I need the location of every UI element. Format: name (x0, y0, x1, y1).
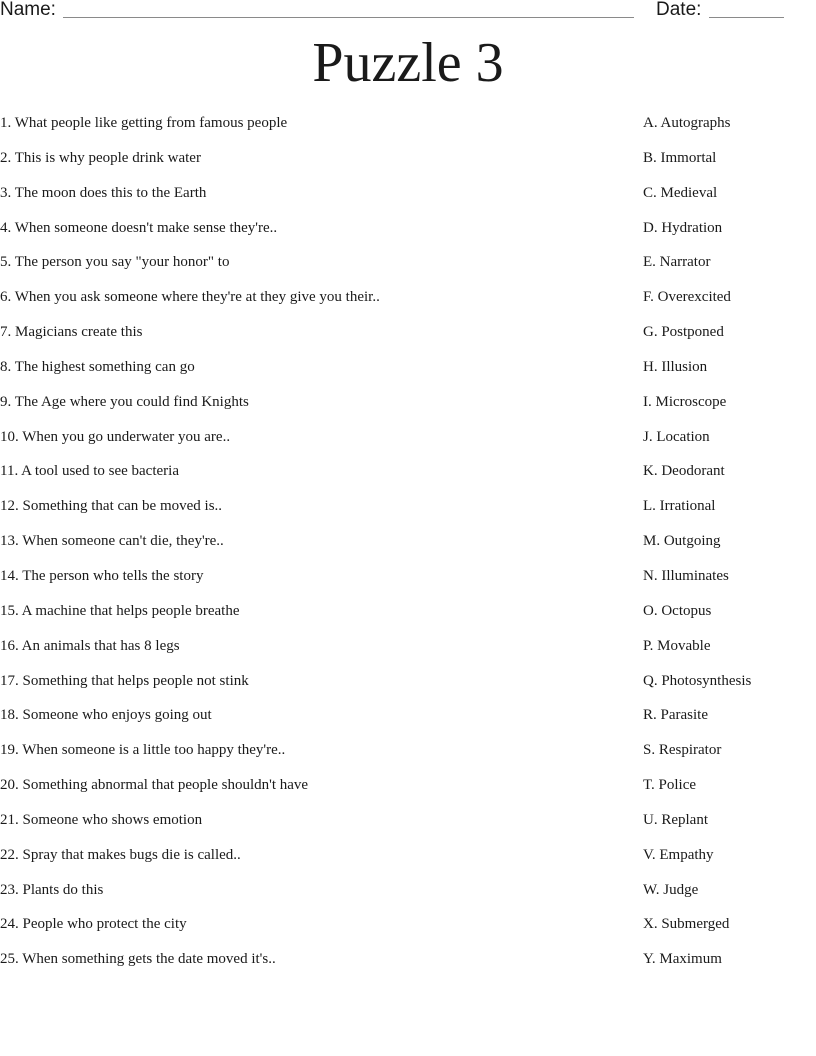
list-item (0, 768, 816, 803)
answer-option: A. Autographs (643, 115, 731, 131)
list-item (0, 420, 816, 455)
answer-option: V. Empathy (643, 846, 714, 863)
list-item (0, 245, 816, 280)
list-item (0, 176, 816, 211)
clue-text: 21. Someone who shows emotion (0, 811, 203, 828)
clue-text: 17. Something that helps people not stink (0, 672, 249, 689)
list-item (0, 803, 816, 838)
answer-option: F. Overexcited (643, 289, 731, 306)
clue-text: 1. What people like getting from famous people (0, 115, 288, 131)
clue-text: 8. The highest something can go (0, 358, 195, 375)
clue-text: 14. The person who tells the story (0, 567, 204, 584)
answer-option: H. Illusion (643, 358, 708, 375)
clue-text: 3. The moon does this to the Earth (0, 184, 207, 201)
answer-option: C. Medieval (643, 184, 718, 201)
clue-text: 15. A machine that helps people breathe (0, 602, 240, 619)
worksheet-header (0, 0, 816, 24)
clue-text: 6. When you ask someone where they're at they give you their.. (0, 289, 380, 306)
answer-option: D. Hydration (643, 219, 723, 236)
clue-text: 16. An animals that has 8 legs (0, 637, 180, 654)
clue-text: 4. When someone doesn't make sense they're.. (0, 219, 278, 236)
clue-text: 11. A tool used to see bacteria (0, 463, 179, 480)
answer-option: M. Outgoing (643, 533, 721, 550)
answer-option: S. Respirator (643, 742, 722, 759)
clue-text: 25. When something gets the date moved it's.. (0, 951, 276, 968)
answer-option: K. Deodorant (643, 463, 725, 480)
list-item (0, 315, 816, 350)
date-label: Date: (656, 0, 702, 20)
list-item (0, 838, 816, 873)
answer-option: E. Narrator (643, 254, 711, 271)
list-item (0, 733, 816, 768)
clue-text: 10. When you go underwater you are.. (0, 428, 231, 445)
answer-option: L. Irrational (643, 498, 716, 515)
list-item (0, 942, 816, 977)
answer-option: G. Postponed (643, 324, 724, 341)
answer-option: R. Parasite (643, 707, 708, 724)
list-item (0, 280, 816, 315)
list-item (0, 350, 816, 385)
list-item (0, 559, 816, 594)
clue-text: 19. When someone is a little too happy they're.. (0, 742, 286, 759)
clue-text: 18. Someone who enjoys going out (0, 707, 212, 724)
list-item (0, 664, 816, 699)
list-item (0, 211, 816, 246)
list-item (0, 454, 816, 489)
answer-option: P. Movable (643, 637, 711, 654)
name-label: Name: (0, 0, 56, 20)
page-title: Puzzle 3 (312, 32, 504, 94)
list-item (0, 907, 816, 942)
clue-text: 12. Something that can be moved is.. (0, 498, 223, 515)
answer-option: J. Location (643, 428, 710, 445)
list-item (0, 489, 816, 524)
list-item (0, 698, 816, 733)
answer-option: I. Microscope (643, 393, 727, 410)
answer-option: O. Octopus (643, 602, 712, 619)
answer-option: Y. Maximum (643, 951, 722, 968)
clue-text: 7. Magicians create this (0, 324, 143, 341)
clue-text: 23. Plants do this (0, 881, 104, 898)
name-blank-line (63, 17, 634, 18)
list-item (0, 629, 816, 664)
clue-text: 5. The person you say "your honor" to (0, 254, 230, 271)
clue-text: 2. This is why people drink water (0, 149, 201, 166)
list-item (0, 106, 816, 141)
clue-text: 13. When someone can't die, they're.. (0, 533, 224, 550)
date-blank-line (709, 17, 784, 18)
list-item (0, 385, 816, 420)
clue-text: 24. People who protect the city (0, 916, 187, 933)
answer-option: W. Judge (643, 881, 699, 898)
clue-text: 20. Something abnormal that people shouldn't have (0, 777, 309, 794)
clue-text: 22. Spray that makes bugs die is called.. (0, 846, 241, 863)
list-item (0, 873, 816, 908)
list-item (0, 524, 816, 559)
matching-list (0, 106, 816, 977)
answer-option: T. Police (643, 777, 697, 794)
answer-option: X. Submerged (643, 916, 730, 933)
clue-text: 9. The Age where you could find Knights (0, 393, 249, 410)
list-item (0, 594, 816, 629)
answer-option: Q. Photosynthesis (643, 672, 752, 689)
list-item (0, 141, 816, 176)
answer-option: N. Illuminates (643, 567, 729, 584)
answer-option: U. Replant (643, 811, 708, 828)
answer-option: B. Immortal (643, 149, 717, 166)
